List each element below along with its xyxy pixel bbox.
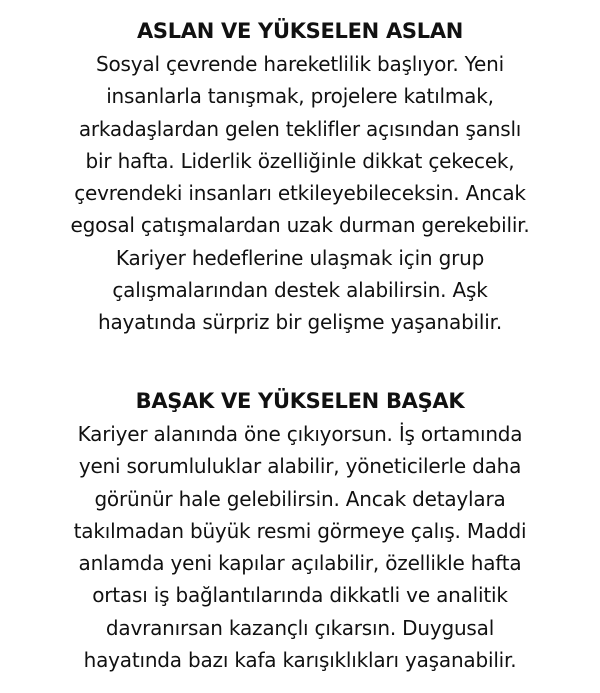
paragraph-line: egosal çatışmalardan uzak durman gerekebilir. [70,213,530,238]
section-heading: ASLAN VE YÜKSELEN ASLAN [136,19,464,43]
paragraph-line: anlamda yeni kapılar açılabilir, özellikle hafta [78,551,522,576]
horoscope-section-leo [0,14,600,339]
paragraph-line: davranırsan kazançlı çıkarsın. Duygusal [105,615,495,640]
paragraph-line: yeni sorumluluklar alabilir, yöneticilerle daha [78,454,522,479]
paragraph-line: görünür hale gelebilirsin. Ancak detaylara [94,486,506,511]
paragraph-line: arkadaşlardan gelen teklifler açısından şanslı [78,116,522,141]
paragraph-line: Kariyer hedeflerine ulaşmak için grup [115,245,485,270]
paragraph-line: takılmadan büyük resmi görmeye çalış. Maddi [73,518,527,543]
paragraph-line: ortası iş bağlantılarında dikkatli ve analitik [92,583,508,608]
paragraph-line: bir hafta. Liderlik özelliğinle dikkat çekecek, [85,148,515,173]
paragraph-line: Sosyal çevrende hareketlilik başlıyor. Yeni [96,52,504,76]
paragraph-line: çalışmalarından destek alabilirsin. Aşk [112,278,488,303]
paragraph-line: hayatında sürpriz bir gelişme yaşanabilir. [98,310,502,335]
section-heading: BAŞAK VE YÜKSELEN BAŞAK [135,389,465,413]
paragraph-line: çevrendeki insanları etkileyebileceksin. Ancak [74,181,526,206]
paragraph-line: Kariyer alanında öne çıkıyorsun. İş ortamında [77,422,523,446]
horoscope-section-virgo [0,384,600,676]
paragraph-line: insanlarla tanışmak, projelere katılmak, [106,84,494,109]
paragraph-line: hayatında bazı kafa karışıklıkları yaşanabilir. [83,648,517,673]
